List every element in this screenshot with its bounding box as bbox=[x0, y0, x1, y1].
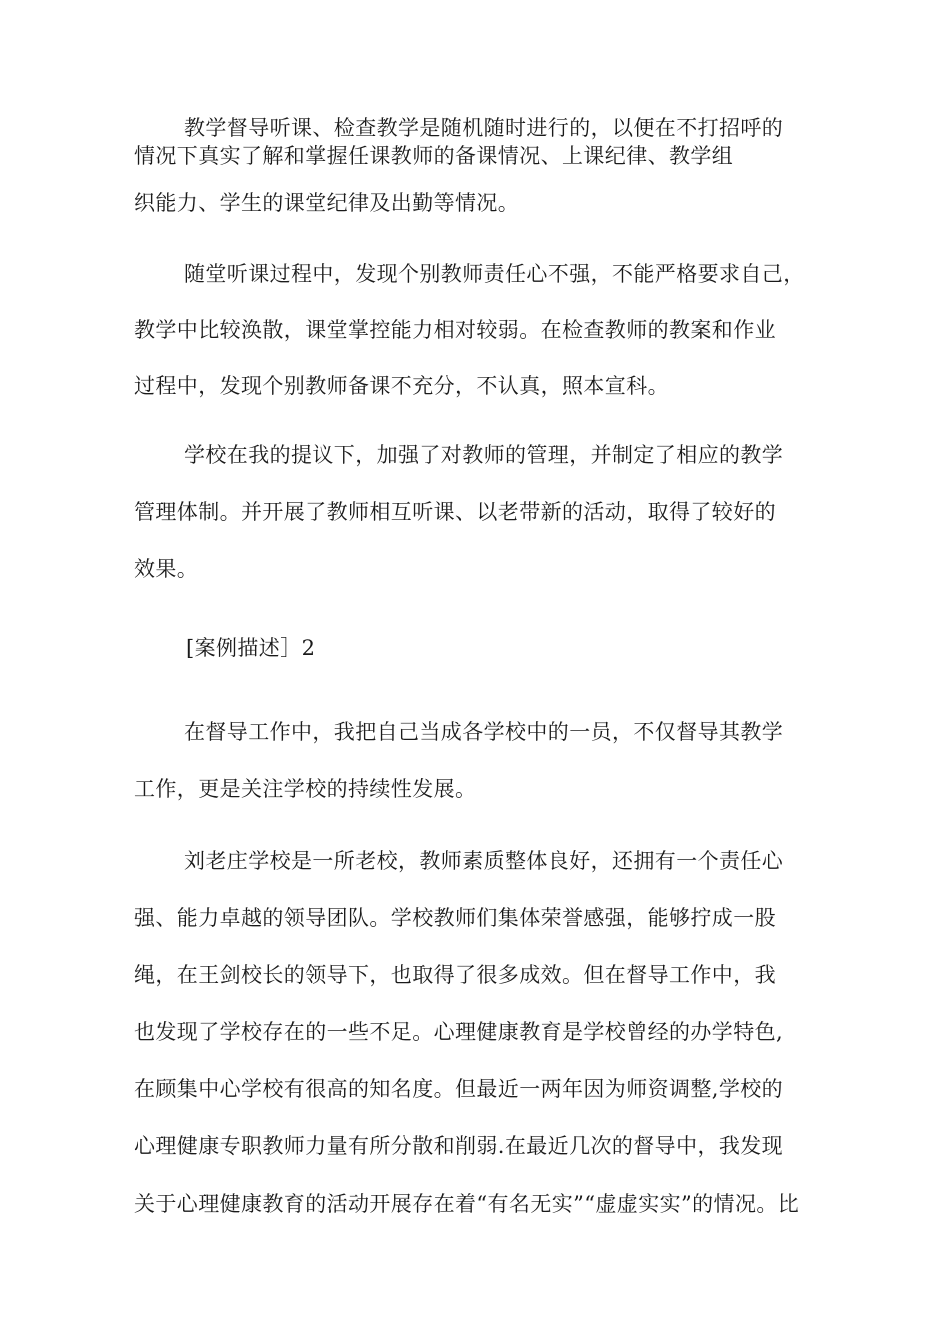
paragraph-5-line-2: 强、能力卓越的领导团队。学校教师们集体荣誉感强，能够拧成一股 bbox=[134, 906, 776, 930]
paragraph-3-line-2: 管理体制。并开展了教师相互听课、以老带新的活动，取得了较好的 bbox=[134, 500, 776, 524]
paragraph-5-line-4: 也发现了学校存在的一些不足。心理健康教育是学校曾经的办学特色, bbox=[134, 1020, 784, 1044]
paragraph-1-line-2: 情况下真实了解和掌握任课教师的备课情况、上课纪律、教学组 bbox=[134, 144, 734, 168]
paragraph-5-line-1: 刘老庄学校是一所老校，教师素质整体良好，还拥有一个责任心 bbox=[184, 849, 784, 873]
paragraph-5-line-7: 关于心理健康教育的活动开展存在着“有名无实”“虚虚实实”的情况。比 bbox=[134, 1192, 800, 1216]
paragraph-3-line-1: 学校在我的提议下，加强了对教师的管理，并制定了相应的教学 bbox=[184, 443, 784, 467]
paragraph-2-line-1: 随堂听课过程中，发现个别教师责任心不强，不能严格要求自己， bbox=[184, 262, 805, 286]
paragraph-1-line-3: 织能力、学生的课堂纪律及出勤等情况。 bbox=[134, 191, 520, 215]
paragraph-5-line-6: 心理健康专职教师力量有所分散和削弱.在最近几次的督导中，我发现 bbox=[134, 1134, 784, 1158]
section-heading: [案例描述］2 bbox=[186, 636, 316, 660]
paragraph-3-line-3: 效果。 bbox=[134, 557, 199, 581]
paragraph-4-line-1: 在督导工作中，我把自己当成各学校中的一员，不仅督导其教学 bbox=[184, 720, 784, 744]
paragraph-5-line-3: 绳，在王剑校长的领导下，也取得了很多成效。但在督导工作中，我 bbox=[134, 963, 776, 987]
paragraph-1-line-1: 教学督导听课、检查教学是随机随时进行的，以便在不打招呼的 bbox=[184, 116, 784, 140]
paragraph-4-line-2: 工作，更是关注学校的持续性发展。 bbox=[134, 777, 477, 801]
paragraph-5-line-5: 在顾集中心学校有很高的知名度。但最近一两年因为师资调整,学校的 bbox=[134, 1077, 784, 1101]
paragraph-2-line-3: 过程中，发现个别教师备课不充分，不认真，照本宣科。 bbox=[134, 374, 669, 398]
paragraph-2-line-2: 教学中比较涣散，课堂掌控能力相对较弱。在检查教师的教案和作业 bbox=[134, 318, 776, 342]
